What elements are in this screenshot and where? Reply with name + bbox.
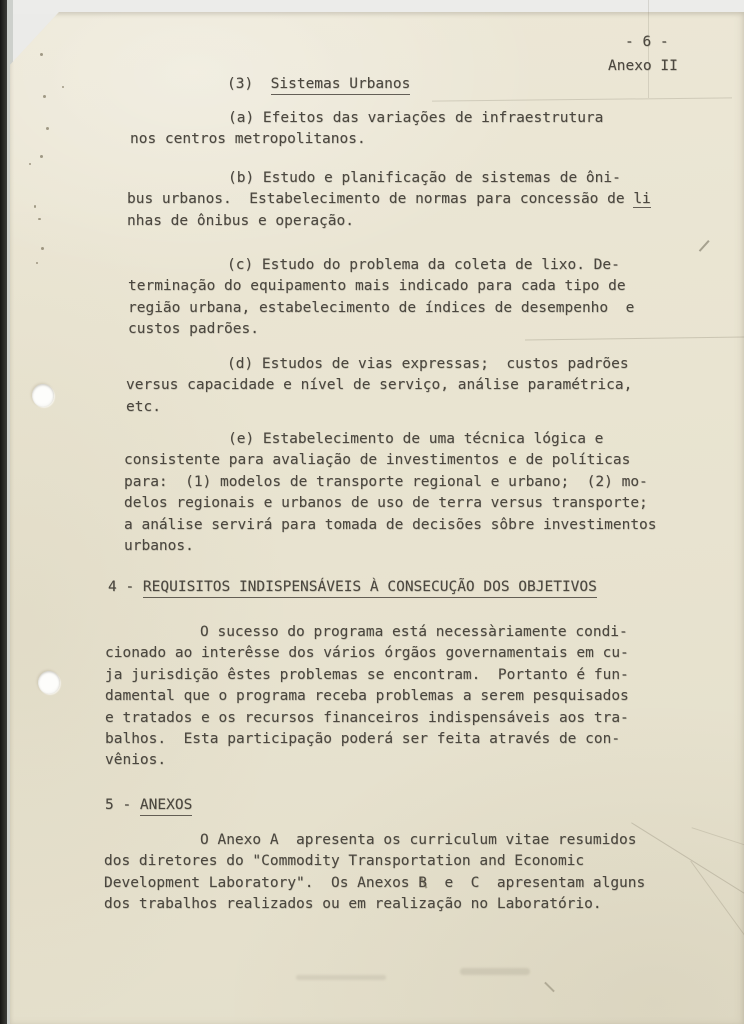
scan-left-edge bbox=[0, 0, 7, 1024]
staple-mark bbox=[38, 218, 41, 220]
staple-mark bbox=[40, 155, 43, 158]
paragraph-item-e bbox=[124, 429, 657, 557]
heading3-title: Sistemas Urbanos bbox=[271, 76, 411, 95]
text-line: (a) Efeitos das variações de infraestrutura bbox=[228, 110, 604, 126]
text-line: vênios. bbox=[105, 752, 167, 769]
staple-mark bbox=[40, 53, 43, 56]
paragraph-section-4 bbox=[105, 622, 629, 772]
text-line: dos diretores do "Commodity Transportation and Economic bbox=[104, 853, 585, 870]
text-line: consistente para avaliação de investimentos e de políticas bbox=[124, 452, 631, 469]
heading3-prefix: (3) bbox=[227, 76, 271, 92]
smudge-mark bbox=[296, 975, 386, 980]
paragraph-item-b bbox=[127, 168, 651, 232]
punch-hole bbox=[38, 671, 60, 694]
text-line: (e) Estabelecimento de uma técnica lógica e bbox=[228, 431, 604, 447]
text-line: delos regionais e urbanos de uso de terra versus transporte; bbox=[124, 495, 648, 512]
staple-mark bbox=[43, 95, 46, 98]
text-line: urbanos. bbox=[124, 538, 194, 555]
staple-mark bbox=[62, 86, 64, 88]
section-heading-3 bbox=[227, 74, 410, 95]
heading5-title: ANEXOS bbox=[140, 797, 192, 816]
heading4-title: REQUISITOS INDISPENSÁVEIS À CONSECUÇÃO DOS OBJETIVOS bbox=[143, 579, 597, 598]
paragraph-section-5 bbox=[104, 830, 645, 916]
text-line: região urbana, estabelecimento de índices de desempenho e bbox=[128, 299, 635, 316]
text-line: etc. bbox=[126, 398, 161, 415]
section-heading-4 bbox=[108, 577, 597, 598]
text-line: e tratados e os recursos financeiros indispensáveis aos tra- bbox=[105, 709, 629, 726]
staple-mark bbox=[36, 262, 38, 264]
text-line: ja jurisdição êstes problemas se encontram. Portanto é fun- bbox=[105, 666, 629, 683]
heading4-prefix: 4 - bbox=[108, 579, 143, 595]
section-heading-5 bbox=[105, 795, 192, 816]
page-number: - 6 - bbox=[625, 34, 669, 50]
text-line: custos padrões. bbox=[128, 321, 259, 338]
paragraph-item-a bbox=[130, 108, 603, 151]
text-line: cionado ao interêsse dos vários órgãos governamentais em cu- bbox=[105, 645, 629, 662]
smudge-mark bbox=[460, 968, 530, 975]
text-line: para: (1) modelos de transporte regional e urbano; (2) mo- bbox=[124, 473, 648, 490]
underlined-syllable: li bbox=[633, 191, 651, 208]
text-line: nos centros metropolitanos. bbox=[130, 131, 366, 148]
heading5-prefix: 5 - bbox=[105, 797, 140, 813]
paragraph-item-d bbox=[126, 354, 632, 418]
text-line: terminação do equipamento mais indicado para cada tipo de bbox=[128, 278, 626, 295]
text-line: (c) Estudo do problema da coleta de lixo. De- bbox=[227, 257, 620, 273]
staple-mark bbox=[41, 247, 44, 250]
staple-mark bbox=[46, 127, 49, 130]
text-line: versus capacidade e nível de serviço, análise paramétrica, bbox=[126, 377, 633, 394]
text-line: (b) Estudo e planificação de sistemas de ôni- bbox=[228, 170, 621, 186]
text-line: a análise servirá para tomada de decisões sôbre investimentos bbox=[124, 516, 657, 533]
text-line: dos trabalhos realizados ou em realização no Laboratório. bbox=[104, 896, 602, 913]
text-line: nhas de ônibus e operação. bbox=[127, 212, 354, 229]
text-line-part: bus urbanos. Estabelecimento de normas para concessão de bbox=[127, 191, 634, 208]
text-line: O sucesso do programa está necessàriamente condi- bbox=[200, 624, 628, 640]
text-line: (d) Estudos de vias expressas; custos padrões bbox=[227, 356, 629, 372]
text-line bbox=[127, 189, 651, 210]
crease-line bbox=[648, 0, 649, 98]
text-line: O Anexo A apresenta os curriculum vitae resumidos bbox=[200, 832, 637, 848]
punch-hole bbox=[32, 384, 54, 407]
staple-mark bbox=[34, 205, 36, 208]
staple-mark bbox=[29, 163, 31, 165]
scanner-background-top bbox=[0, 0, 744, 14]
text-line: balhos. Esta participação poderá ser feita através de con- bbox=[105, 731, 621, 748]
text-line: Development Laboratory". Os Anexos B e C apresentam alguns bbox=[104, 874, 646, 891]
paragraph-item-c bbox=[128, 255, 634, 341]
text-line: damental que o programa receba problemas a serem pesquisados bbox=[105, 688, 629, 705]
annex-label: Anexo II bbox=[608, 58, 678, 74]
